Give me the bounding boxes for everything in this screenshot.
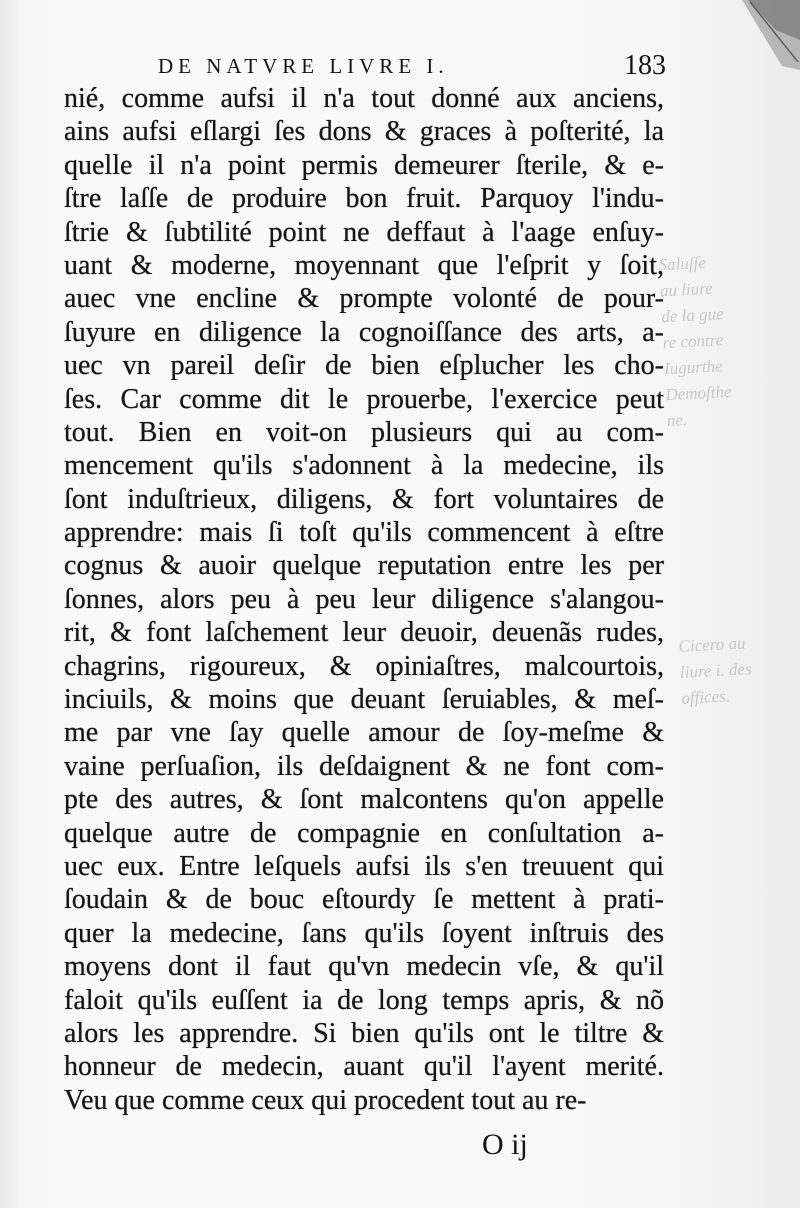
margin-note-line: liure i. des	[679, 659, 753, 682]
margin-note-line: au liure	[659, 278, 714, 301]
text-line: apprendre: mais ſi toſt qu'ils commencent à eſtre	[64, 517, 664, 549]
margin-note-line: Cicero au	[678, 633, 746, 656]
page-header	[150, 52, 670, 82]
page-number: 183	[624, 50, 666, 81]
margin-note-line: ne.	[666, 410, 688, 431]
text-line: moyens dont il faut qu'vn medecin vſe, & qu'il	[64, 951, 664, 983]
text-line: honneur de medecin, auant qu'il l'ayent merité.	[64, 1051, 664, 1083]
text-line: ſonnes, alors peu à peu leur diligence s'alangou-	[64, 583, 664, 615]
margin-note-line: Demoſthe	[664, 381, 732, 405]
text-line: mencement qu'ils s'adonnent à la medecine, ils	[64, 450, 664, 482]
margin-note-line: Iugurthe	[663, 356, 724, 379]
margin-note-line: Saluſſe	[658, 252, 707, 275]
text-line: quelle il n'a point permis demeurer ſterile, & e-	[64, 149, 664, 181]
margin-note-line: re contre	[662, 330, 724, 353]
margin-note-line: de la gue	[660, 304, 725, 327]
running-title: DE NATVRE LIVRE I.	[158, 54, 449, 78]
text-line: rit, & font laſchement leur deuoir, deuenãs rudes,	[64, 617, 664, 649]
margin-notes	[658, 247, 800, 713]
text-line: cognus & auoir quelque reputation entre les per	[64, 550, 664, 582]
text-line: ſoudain & de bouc eſtourdy ſe mettent à prati-	[64, 884, 664, 916]
text-line: uec vn pareil deſir de bien eſplucher les cho-	[64, 350, 664, 382]
margin-note-cicero	[678, 629, 800, 711]
text-line: auec vne encline & prompte volonté de pour-	[64, 283, 664, 315]
text-line: inciuils, & moins que deuant ſeruiables, & meſ-	[64, 684, 664, 716]
text-line: quelque autre de compagnie en conſultation a-	[64, 817, 664, 849]
signature-mark: O ij	[482, 1128, 528, 1161]
text-line: ſuyure en diligence la cognoiſſance des arts, a-	[64, 316, 664, 348]
text-line: ains aufsi eſlargi ſes dons & graces à poſterité, la	[64, 116, 664, 148]
text-line: alors les apprendre. Si bien qu'ils ont le tiltre &	[64, 1017, 664, 1049]
text-line: Veu que comme ceux qui procedent tout au re-	[64, 1084, 587, 1116]
margin-note-sallust	[658, 247, 787, 433]
text-line: vaine perſuaſion, ils deſdaignent & ne font com-	[64, 750, 664, 782]
text-line: ſont induſtrieux, diligens, & fort voluntaires de	[64, 483, 664, 515]
text-line: ſtre laſſe de produire bon fruit. Parquoy l'indu-	[64, 183, 664, 215]
text-line: chagrins, rigoureux, & opiniaſtres, malcourtois,	[64, 650, 664, 682]
text-line: nié, comme aufsi il n'a tout donné aux anciens,	[64, 83, 664, 114]
text-line: uec eux. Entre leſquels aufsi ils s'en treuuent qui	[64, 850, 664, 882]
text-line: ſtrie & ſubtilité point ne deffaut à l'aage enſuy-	[64, 216, 664, 248]
text-line: quer la medecine, ſans qu'ils ſoyent inſtruis des	[64, 917, 664, 949]
text-line: me par vne ſay quelle amour de ſoy-meſme &	[64, 717, 664, 749]
body-text	[64, 82, 664, 1117]
text-line: faloit qu'ils euſſent ia de long temps apris, & nõ	[64, 984, 664, 1016]
text-line: tout. Bien en voit-on plusieurs qui au com-	[64, 416, 664, 448]
text-line: ſes. Car comme dit le prouerbe, l'exercice peut	[64, 383, 664, 415]
text-line: uant & moderne, moyennant que l'eſprit y ſoit,	[64, 249, 664, 281]
text-line: pte des autres, & ſont malcontens qu'on appelle	[64, 784, 664, 816]
margin-note-line: offices.	[680, 686, 731, 708]
